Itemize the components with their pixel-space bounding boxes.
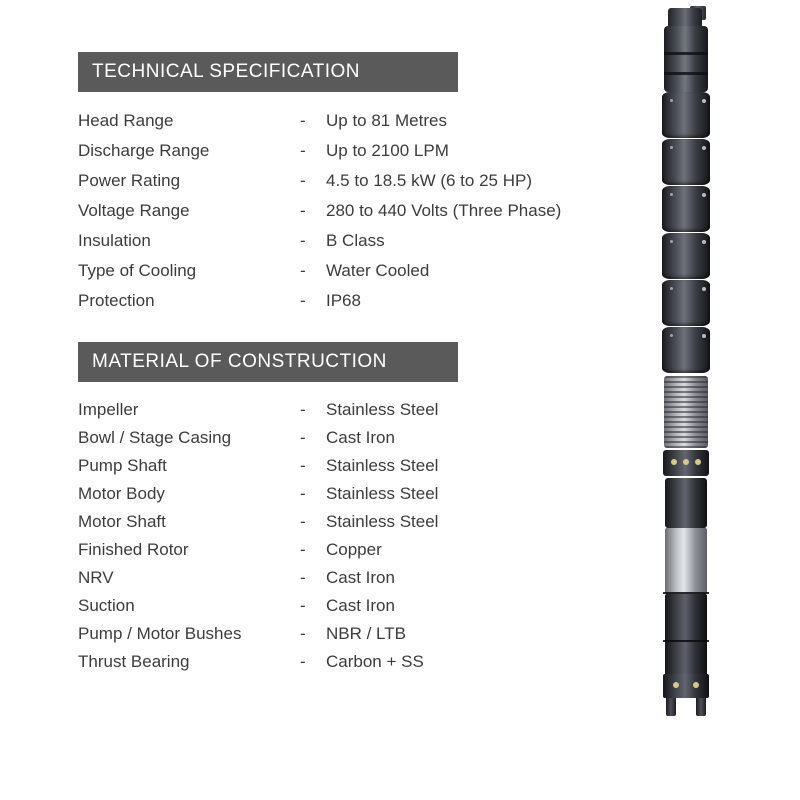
motor-band [663,592,709,594]
spec-separator: - [300,111,306,130]
material-separator: - [300,456,306,475]
strainer-mesh-icon [664,376,708,448]
table-row [78,592,438,620]
table-row [78,648,438,676]
pump-stage [662,139,710,185]
spec-separator: - [300,201,306,220]
pump-stage [662,327,710,373]
stage-nub-icon [702,287,706,291]
spec-separator: - [300,261,306,280]
motor-band [663,640,709,642]
table-row [78,196,561,226]
pump-head-band [664,52,708,55]
stage-nub-icon [670,240,673,243]
spec-label: Power Rating [78,171,181,190]
table-row [78,424,438,452]
stage-nub-icon [670,99,673,102]
table-row [78,286,561,316]
motor-foot [696,698,706,716]
spec-label: Insulation [78,231,151,250]
material-label: Pump Shaft [78,456,167,475]
stage-nub-icon [702,334,706,338]
material-separator: - [300,624,306,643]
material-value: Stainless Steel [326,484,439,503]
table-row [78,256,561,286]
spec-label: Head Range [78,111,174,130]
stage-nub-icon [702,240,706,244]
spec-value: IP68 [326,291,361,310]
material-separator: - [300,484,306,503]
specification-column [78,52,638,690]
technical-specification-table [78,106,561,316]
table-row [78,396,438,424]
material-label: Thrust Bearing [78,652,190,671]
technical-specification-section [78,52,638,316]
motor-base-plate [663,674,709,698]
spec-label: Voltage Range [78,201,190,220]
motor-top-housing [665,478,707,528]
spec-separator: - [300,141,306,160]
material-value: Carbon + SS [326,652,424,671]
material-of-construction-heading: MATERIAL OF CONSTRUCTION [78,342,458,382]
technical-specification-heading: TECHNICAL SPECIFICATION [78,52,458,92]
pump-suction-strainer [664,376,708,448]
material-separator: - [300,596,306,615]
motor-lower-body [665,594,707,676]
material-separator: - [300,428,306,447]
motor-stainless-body [665,528,707,594]
material-separator: - [300,568,306,587]
stage-nub-icon [702,146,706,150]
material-label: Impeller [78,400,139,419]
table-row [78,620,438,648]
bolt-icon [673,682,679,688]
pump-cable-cap [668,8,702,28]
table-row [78,480,438,508]
spec-separator: - [300,171,306,190]
table-row [78,452,438,480]
material-separator: - [300,400,306,419]
motor-foot [666,698,676,716]
material-value: Stainless Steel [326,512,439,531]
pump-delivery-head [664,26,708,92]
spec-value: Up to 2100 LPM [326,141,449,160]
spec-value: Water Cooled [326,261,430,280]
stage-nub-icon [670,193,673,196]
table-row [78,136,561,166]
material-label: Bowl / Stage Casing [78,428,232,447]
material-label: Motor Shaft [78,512,166,531]
stage-nub-icon [670,334,673,337]
table-row [78,226,561,256]
spec-label: Discharge Range [78,141,210,160]
spec-label: Protection [78,291,155,310]
material-separator: - [300,512,306,531]
material-label: Pump / Motor Bushes [78,624,242,643]
spec-label: Type of Cooling [78,261,197,280]
table-row [78,564,438,592]
spec-value: 4.5 to 18.5 kW (6 to 25 HP) [326,171,532,190]
material-value: Copper [326,540,382,559]
bolt-icon [671,459,677,465]
spec-separator: - [300,231,306,250]
material-value: NBR / LTB [326,624,406,643]
material-separator: - [300,652,306,671]
pump-stage-stack [662,92,710,374]
pump-stage [662,233,710,279]
material-label: Suction [78,596,135,615]
bolt-icon [683,459,689,465]
material-value: Cast Iron [326,596,395,615]
table-row [78,166,561,196]
pump-stage [662,280,710,326]
pump-head-band [664,72,708,75]
spec-value: Up to 81 Metres [326,111,447,130]
table-row [78,106,561,136]
spec-separator: - [300,291,306,310]
material-of-construction-section [78,342,638,676]
bolt-icon [693,682,699,688]
stage-nub-icon [702,99,706,103]
material-value: Stainless Steel [326,456,439,475]
stage-nub-icon [670,146,673,149]
material-value: Cast Iron [326,568,395,587]
material-value: Stainless Steel [326,400,439,419]
material-value: Cast Iron [326,428,395,447]
material-label: Finished Rotor [78,540,189,559]
stage-nub-icon [702,193,706,197]
table-row [78,508,438,536]
bolt-icon [695,459,701,465]
material-label: NRV [78,568,114,587]
stage-nub-icon [670,287,673,290]
material-separator: - [300,540,306,559]
spec-value: B Class [326,231,385,250]
material-of-construction-table [78,396,438,676]
spec-value: 280 to 440 Volts (Three Phase) [326,201,562,220]
pump-stage [662,186,710,232]
table-row [78,536,438,564]
submersible-pump-image [640,0,790,800]
pump-motor-coupling [663,450,709,476]
pump-stage [662,92,710,138]
material-label: Motor Body [78,484,165,503]
